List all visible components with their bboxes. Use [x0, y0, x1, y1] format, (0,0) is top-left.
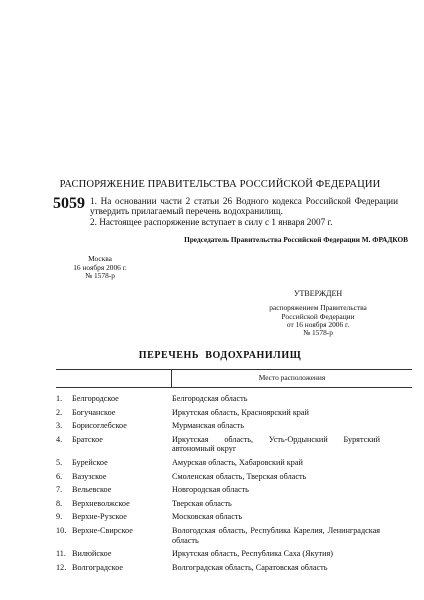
document-title: РАСПОРЯЖЕНИЕ ПРАВИТЕЛЬСТВА РОССИЙСКОЙ ФЕДЕРАЦИИ — [59, 179, 381, 190]
row-number: 4. — [56, 434, 63, 444]
row-number: 10. — [56, 525, 67, 535]
reservoir-location: Мурманская область — [172, 421, 244, 431]
reservoir-name: Вельевское — [72, 485, 112, 495]
reservoir-location: Иркутская область, Усть-Ордынский Бурятский автономный округ — [172, 434, 380, 454]
row-number: 12. — [56, 562, 67, 572]
reservoir-name: Белгородское — [72, 394, 119, 403]
table-row — [56, 549, 412, 559]
row-number: 6. — [56, 471, 63, 481]
reservoir-name: Вилюйское — [72, 549, 112, 559]
table-row — [56, 394, 412, 404]
reservoir-location: Амурская область, Хабаровский край — [172, 457, 303, 467]
paragraph-2: 2. Настоящее распоряжение вступает в силу с 1 января 2007 г. — [90, 217, 333, 227]
reservoir-name: Вазузское — [72, 471, 107, 481]
row-number: 1. — [56, 394, 63, 403]
row-number: 8. — [56, 498, 63, 508]
reservoir-name: Бурейское — [72, 457, 108, 467]
reservoir-name: Верхне-Рузское — [72, 512, 127, 522]
reservoir-name: Братское — [72, 434, 103, 444]
reservoir-name: Борисоглебское — [72, 421, 127, 431]
table-top-rule — [56, 369, 412, 370]
signer-line: Председатель Правительства Российской Федерации М. ФРАДКОВ — [184, 235, 408, 244]
reservoir-name: Волгоградское — [72, 562, 124, 572]
table-row — [56, 499, 412, 509]
place-date: 16 ноября 2006 г. — [73, 262, 127, 272]
table-row — [56, 458, 412, 468]
reservoir-location: Иркутская область, Республика Саха (Якутия) — [172, 549, 333, 559]
reservoir-location: Иркутская область, Красноярский край — [172, 407, 309, 417]
table-row — [56, 526, 412, 545]
approved-line: Российской Федерации — [281, 311, 355, 321]
table-row — [56, 421, 412, 431]
row-number: 11. — [56, 549, 66, 559]
reservoir-location: Тверская область — [172, 498, 232, 508]
approved-line: распоряжением Правительства — [269, 303, 367, 313]
approved-head: УТВЕРЖДЕН — [293, 289, 343, 298]
reservoir-location: Новгородская область — [172, 485, 249, 495]
approved-line: № 1578-р — [303, 328, 333, 338]
reservoir-name: Верхне-Свирское — [72, 525, 133, 535]
row-number: 2. — [56, 407, 63, 417]
place-city: Москва — [88, 254, 112, 263]
paragraph-1: 1. На основании части 2 статьи 26 Водного кодекса Российской Федерации утвердить прилагаемый перечень водохранилищ. — [90, 196, 398, 217]
table-row — [56, 472, 412, 482]
approved-line: от 16 ноября 2006 г. — [286, 319, 350, 329]
column-header-location: Место расположения — [258, 373, 326, 382]
reservoir-name: Верхневолжское — [72, 498, 130, 508]
table-row — [56, 563, 412, 573]
reservoir-location: Белгородская область — [172, 394, 248, 403]
reservoir-table — [56, 394, 412, 576]
place-date-block — [60, 255, 140, 281]
table-row — [56, 435, 412, 454]
row-number: 7. — [56, 485, 63, 495]
document-number: 5059 — [53, 195, 85, 212]
row-number: 5. — [56, 457, 63, 467]
list-title: ПЕРЕЧЕНЬ ВОДОХРАНИЛИЩ — [138, 350, 302, 361]
table-row — [56, 512, 412, 522]
row-number: 3. — [56, 421, 63, 431]
reservoir-name: Богучанское — [72, 407, 116, 417]
reservoir-location: Вологодская область, Республика Карелия, Ленинградская область — [172, 525, 380, 545]
approved-block — [258, 290, 378, 337]
table-header-rule — [56, 387, 412, 388]
reservoir-location: Волгоградская область, Саратовская область — [172, 562, 328, 572]
table-row — [56, 485, 412, 495]
table-row — [56, 408, 412, 418]
place-number: № 1578-р — [85, 271, 115, 281]
reservoir-location: Московская область — [172, 512, 243, 522]
row-number: 9. — [56, 512, 63, 522]
reservoir-location: Смоленская область, Тверская область — [172, 471, 307, 481]
